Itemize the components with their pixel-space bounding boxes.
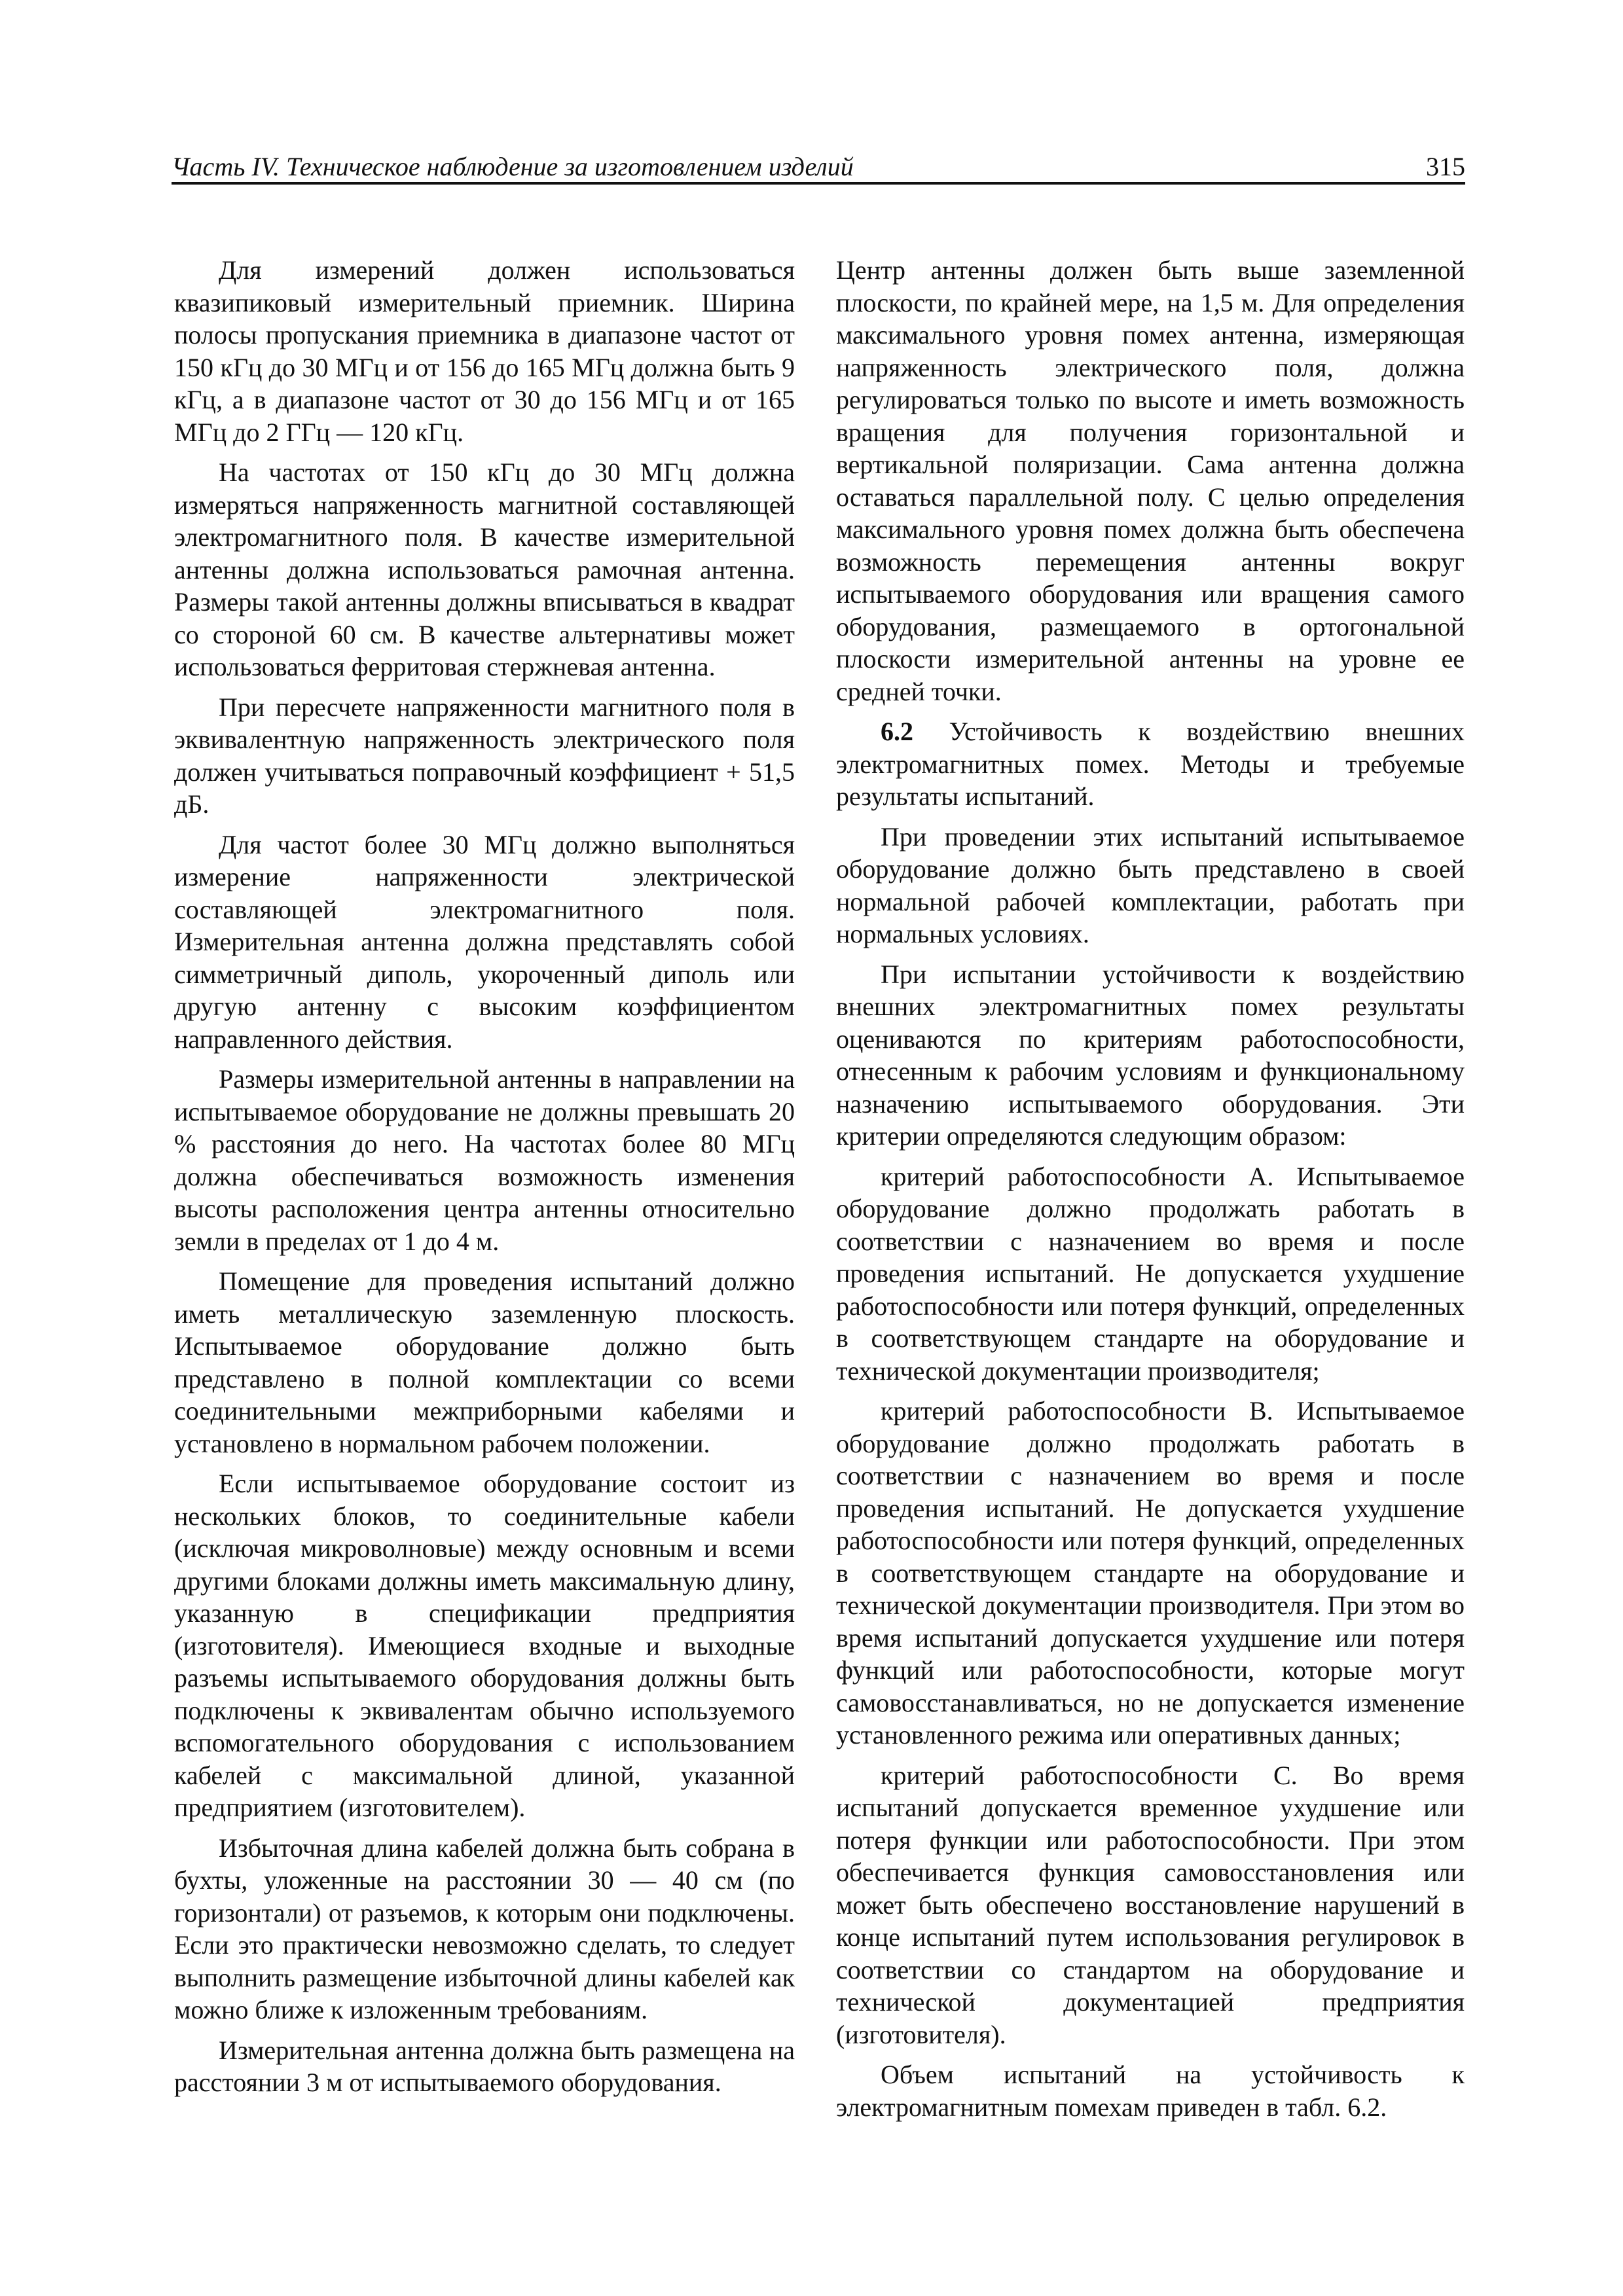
criterion-a-paragraph: критерий работоспособности А. Испытываемое оборудование должно продолжать работать в соответствии с назначением во время и после проведения испытаний. Не допускается ухудшение работоспособности или потеря функций, определенных в соответствующем стандарте на оборудование и технической документации производителя; — [836, 1161, 1465, 1386]
right-paragraph-final: Объем испытаний на устойчивость к электромагнитным помехам приведен в табл. 6.2. — [836, 2060, 1465, 2122]
section-heading — [836, 715, 1465, 813]
running-header — [172, 152, 1465, 185]
criterion-b-paragraph: критерий работоспособности В. Испытываемое оборудование должно продолжать работать в соответствии с назначением во время и после проведения испытаний. Не допускается ухудшение работоспособности или потеря функций, определенных в соответствующем стандарте на оборудование и технической документации производителя. При этом во время испытаний допускается ухудшение или потеря функций или работоспособности, которые могут самовосстанавливаться, но не допускается изменение установленного режима или оперативных данных; — [836, 1396, 1465, 1749]
right-paragraph-1: При проведении этих испытаний испытываемое оборудование должно быть представлено в своей нормальной рабочей комплектации, работать при нормальных условиях. — [836, 821, 1465, 948]
left-paragraph-5: Размеры измерительной антенны в направлении на испытываемое оборудование не должны превышать 20 % расстояния до него. На частотах более 80 МГц должна обеспечиваться возможность изменения высоты расположения центра антенны относительно земли в пределах от 1 до 4 м. — [174, 1064, 795, 1256]
criterion-c-paragraph: критерий работоспособности С. Во время испытаний допускается временное ухудшение или потеря функции или работоспособности. При этом обеспечивается функция самовосстановления или может быть обеспечено восстановление нарушений в конце испытаний путем использования регулировок в соответствии со стандартом на оборудование и технической документацией предприятия (изготовителя). — [836, 1760, 1465, 2049]
left-paragraph-1: Для измерений должен использоваться квазипиковый измерительный приемник. Ширина полосы пропускания приемника в диапазоне частот от 150 кГц до 30 МГц и от 156 до 165 МГц должна быть 9 кГц, а в диапазоне частот от 30 до 156 МГц и от 165 МГц до 2 ГГц — 120 кГц. — [174, 255, 795, 447]
left-paragraph-4: Для частот более 30 МГц должно выполняться измерение напряженности электрической составляющей электромагнитного поля. Измерительная антенна должна представлять собой симметричный диполь, укороченный диполь или другую антенну с высоким коэффициентом направленного действия. — [174, 829, 795, 1054]
section-number: 6.2 — [881, 717, 913, 746]
right-column — [836, 254, 1465, 2131]
right-paragraph-2: При испытании устойчивости к воздействию внешних электромагнитных помех результаты оцениваются по критериям работоспособности, отнесенным к рабочим условиям и функциональному назначению испытываемого оборудования. Эти критерии определяются следующим образом: — [836, 959, 1465, 1151]
right-continuation-paragraph: Центр антенны должен быть выше заземленной плоскости, по крайней мере, на 1,5 м. Для определения максимального уровня помех антенна, измеряющая напряженность электрического поля, должна регулироваться только по высоте и иметь возможность вращения для получения горизонтальной и вертикальной поляризации. Сама антенна должна оставаться параллельной полу. С целью определения максимального уровня помех должна быть обеспечена возможность перемещения антенны вокруг испытываемого оборудования или вращения самого оборудования, размещаемого в ортогональной плоскости измерительной антенны на уровне ее средней точки. — [836, 255, 1465, 706]
section-title: Устойчивость к воздействию внешних электромагнитных помех. Методы и требуемые результаты испытаний. — [836, 717, 1465, 811]
left-column — [174, 254, 795, 2107]
header-title: Часть IV. Техническое наблюдение за изготовлением изделий — [172, 152, 854, 181]
left-paragraph-8: Избыточная длина кабелей должна быть собрана в бухты, уложенные на расстоянии 30 — 40 см (по горизонтали) от разъемов, к которым они подключены. Если это практически невозможно сделать, то следует выполнить размещение избыточной длины кабелей как можно ближе к изложенным требованиям. — [174, 1833, 795, 2024]
left-paragraph-3: При пересчете напряженности магнитного поля в эквивалентную напряженность электрического поля должен учитываться поправочный коэффициент + 51,5 дБ. — [174, 692, 795, 819]
page-number: 315 — [1426, 152, 1465, 181]
left-paragraph-9: Измерительная антенна должна быть размещена на расстоянии 3 м от испытываемого оборудования. — [174, 2035, 795, 2097]
left-paragraph-6: Помещение для проведения испытаний должно иметь металлическую заземленную плоскость. Испытываемое оборудование должно быть представлено в полной комплектации со всеми соединительными межприборными кабелями и установлено в нормальном рабочем положении. — [174, 1266, 795, 1458]
left-paragraph-2: На частотах от 150 кГц до 30 МГц должна измеряться напряженность магнитной составляющей электромагнитного поля. В качестве измерительной антенны должна использоваться рамочная антенна. Размеры такой антенны должны вписываться в квадрат со стороной 60 см. В качестве альтернативы может использоваться ферритовая стержневая антенна. — [174, 457, 795, 681]
left-paragraph-7: Если испытываемое оборудование состоит из нескольких блоков, то соединительные кабели (исключая микроволновые) между основным и всеми другими блоками должны иметь максимальную длину, указанную в спецификации предприятия (изготовителя). Имеющиеся входные и выходные разъемы испытываемого оборудования должны быть подключены к эквивалентам обычно используемого вспомогательного оборудования с использованием кабелей с максимальной длиной, указанной предприятием (изготовителем). — [174, 1469, 795, 1822]
